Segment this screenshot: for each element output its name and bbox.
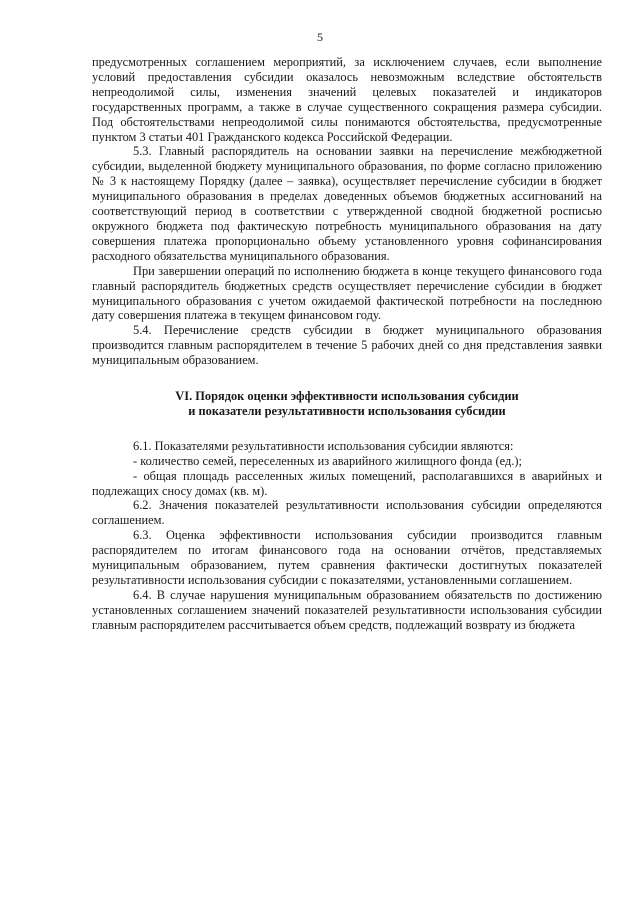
paragraph-6-3: 6.3. Оценка эффективности использования субсидии производится главным распорядителем по итогам финансового года на основании отчётов, представляемых муниципальным образованием, путем сравнения фактически достигнутых показателей результативности использования субсидии с показателями, установленными соглашением.	[92, 528, 602, 587]
paragraph-6-4: 6.4. В случае нарушения муниципальным образованием обязательств по достижению установленных соглашением значений показателей результативности использования субсидии главным распорядителем рассчитывается объем средств, подлежащий возврату из бюджета	[92, 587, 602, 632]
page-number: 5	[317, 30, 323, 44]
paragraph-6-2: 6.2. Значения показателей результативности использования субсидии определяются соглашением.	[92, 498, 602, 528]
section-heading-line-2: и показатели результативности использования субсидии	[188, 403, 506, 418]
paragraph-6-1: 6.1. Показателями результативности использования субсидии являются:	[133, 438, 514, 453]
section-heading	[92, 389, 602, 419]
paragraph-year-end-transfer: При завершении операций по исполнению бюджета в конце текущего финансового года главный распорядитель бюджетных средств осуществляет перечисление субсидии в бюджет муниципального образования с учетом ожидаемой фактической потребности на последнюю дату совершения платежа в текущем финансовом году.	[92, 263, 602, 323]
list-item-families-count: - количество семей, переселенных из аварийного жилищного фонда (ед.);	[133, 453, 522, 468]
paragraph-5-4: 5.4. Перечисление средств субсидии в бюджет муниципального образования производится главным распорядителем в течение 5 рабочих дней со дня представления заявки муниципальным образованием.	[92, 323, 602, 368]
section-heading-line-1: VI. Порядок оценки эффективности использования субсидии	[175, 389, 519, 404]
list-item-total-area: - общая площадь расселенных жилых помещений, располагавшихся в аварийных и подлежащих сносу домах (кв. м).	[92, 468, 602, 498]
paragraph-5-3: 5.3. Главный распорядитель на основании заявки на перечисление межбюджетной субсидии, выделенной бюджету муниципального образования, по форме согласно приложению № 3 к настоящему Порядку (далее – заявка), осуществляет перечисление субсидии в бюджет муниципального образования в пределах доведенных объемов бюджетных ассигнований на соответствующий период в соответствии с утвержденной сводной бюджетной росписью окружного бюджета под фактическую потребность муниципального образования на дату совершения платежа пропорционально объему установленного уровня софинансирования расходного обязательства муниципального образования.	[92, 144, 602, 263]
paragraph-continuation: предусмотренных соглашением мероприятий, за исключением случаев, если выполнение условий предоставления субсидии оказалось невозможным вследствие обстоятельств непреодолимой силы, изменения значений целевых показателей и индикаторов государственных программ, а также в случае существенного сокращения размера субсидии. Под обстоятельствами непреодолимой силы понимаются обстоятельства, предусмотренные пунктом 3 статьи 401 Гражданского кодекса Российской Федерации.	[92, 55, 602, 144]
document-body	[92, 55, 602, 633]
